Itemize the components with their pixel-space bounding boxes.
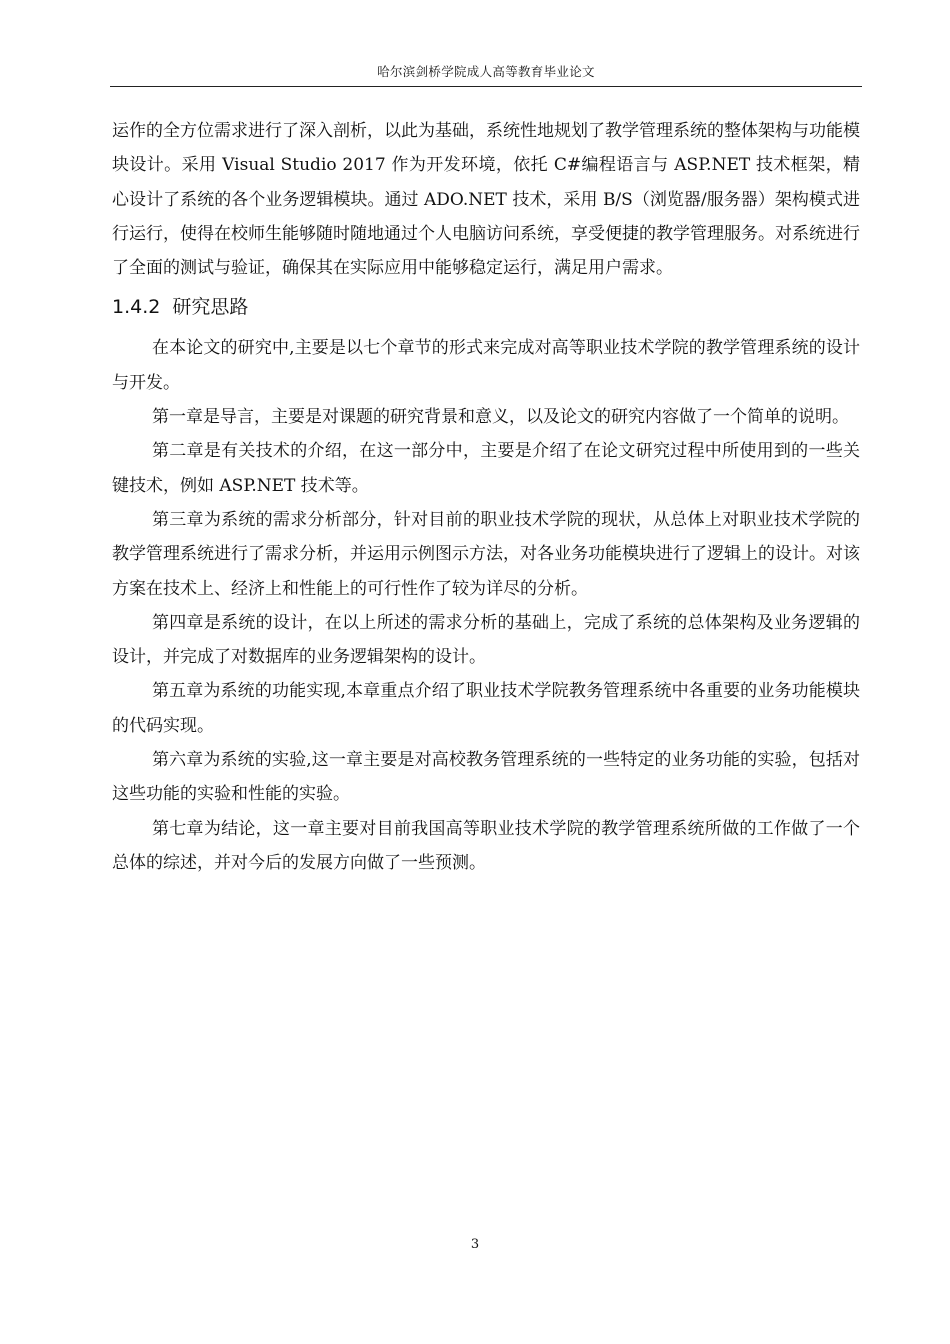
- paragraph-chapter-5: 第五章为系统的功能实现,本章重点介绍了职业技术学院教务管理系统中各重要的业务功能模块的代码实现。: [112, 681, 860, 736]
- page-number: 3: [470, 1237, 480, 1252]
- paragraph-chapter-1: 第一章是导言，主要是对课题的研究背景和意义，以及论文的研究内容做了一个简单的说明。: [152, 407, 849, 428]
- running-header: 哈尔滨剑桥学院成人高等教育毕业论文: [377, 64, 595, 79]
- paragraph-chapter-2: 第二章是有关技术的介绍，在这一部分中，主要是介绍了在论文研究过程中所使用到的一些关键技术，例如 ASP.NET 技术等。: [112, 441, 860, 496]
- paragraph-chapter-7: 第七章为结论，这一章主要对目前我国高等职业技术学院的教学管理系统所做的工作做了一个总体的综述，并对今后的发展方向做了一些预测。: [112, 818, 860, 873]
- intro-paragraph: 运作的全方位需求进行了深入剖析，以此为基础，系统性地规划了教学管理系统的整体架构与功能模块设计。采用 Visual Studio 2017 作为开发环境，依托 C#编程语言与 ASP.NET 技术框架，精心设计了系统的各个业务逻辑模块。通过 ADO.NET 技术，采用 B/S（浏览器/服务器）架构模式进行运行，使得在校师生能够随时随地通过个人电脑访问系统，享受便捷的教学管理服务。对系统进行了全面的测试与验证，确保其在实际应用中能够稳定运行，满足用户需求。: [112, 121, 860, 279]
- section-title: 研究思路: [172, 296, 249, 319]
- paragraph-chapter-6: 第六章为系统的实验,这一章主要是对高校教务管理系统的一些特定的业务功能的实验，包括对这些功能的实验和性能的实验。: [112, 750, 860, 805]
- paragraph-chapter-4: 第四章是系统的设计，在以上所述的需求分析的基础上，完成了系统的总体架构及业务逻辑的设计，并完成了对数据库的业务逻辑架构的设计。: [112, 612, 860, 668]
- section-number: 1.4.2: [112, 296, 161, 319]
- header-divider: [110, 86, 862, 87]
- body-text: [112, 114, 860, 880]
- section-heading: [112, 289, 860, 325]
- paragraph-chapter-3: 第三章为系统的需求分析部分，针对目前的职业技术学院的现状，从总体上对职业技术学院的教学管理系统进行了需求分析，并运用示例图示方法，对各业务功能模块进行了逻辑上的设计。对该方案在技术上、经济上和性能上的可行性作了较为详尽的分析。: [112, 509, 860, 599]
- paragraph-overview: 在本论文的研究中,主要是以七个章节的形式来完成对高等职业技术学院的教学管理系统的设计与开发。: [112, 338, 860, 393]
